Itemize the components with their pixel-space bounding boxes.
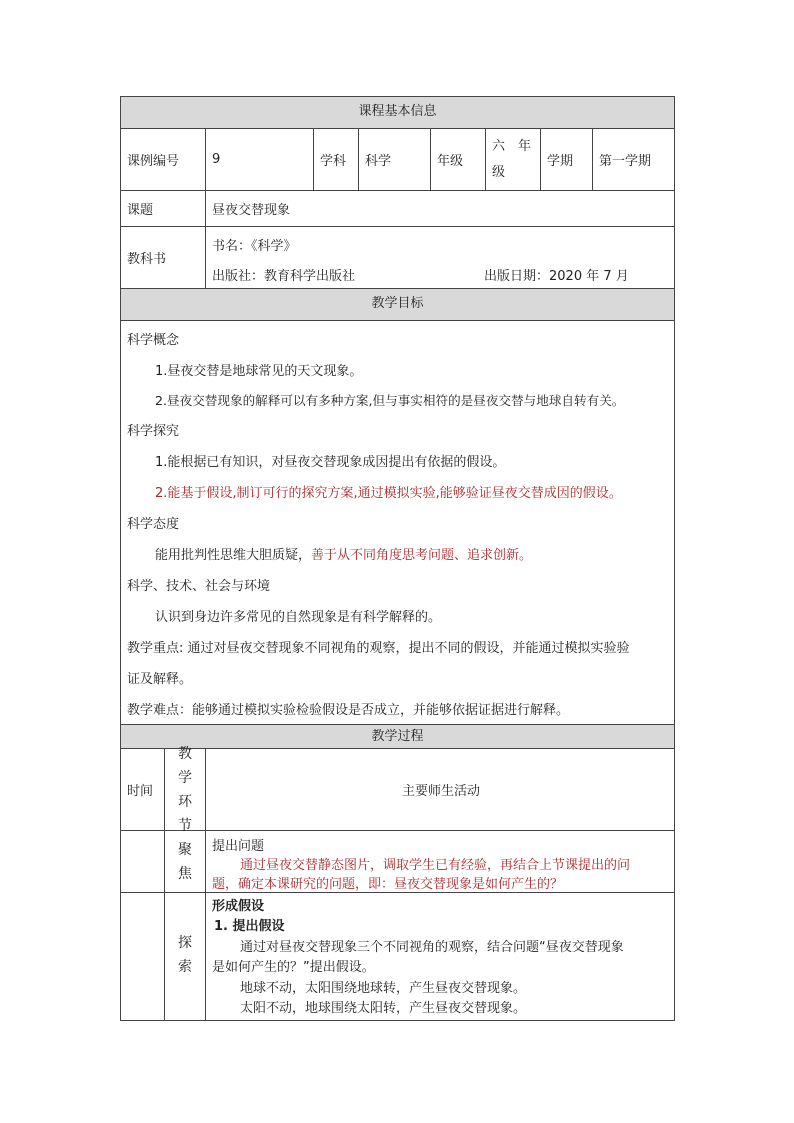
- objectives-content: [121, 321, 674, 725]
- stage1-activity: [206, 831, 676, 892]
- concept-item-1: 1.昼夜交替是地球常见的天文现象。: [155, 364, 363, 379]
- stage2-time: [121, 893, 165, 1020]
- subject-label: 学科: [314, 129, 359, 190]
- term-value: 第一学期: [599, 154, 652, 169]
- textbook-row: [121, 227, 674, 289]
- key-point-line1: 教学重点: 通过对昼夜交替现象不同视角的观察，提出不同的假设，并能通过模拟实验验: [127, 641, 630, 656]
- textbook-label: 教科书: [121, 227, 206, 288]
- attitude-item-part2: 善于从不同角度思考问题、追求创新。: [311, 548, 533, 563]
- topic-row: [121, 191, 674, 227]
- stage1-time: [121, 831, 165, 892]
- grade-value-line1: 六 年: [492, 138, 532, 154]
- attitude-item-part1: 能用批判性思维大胆质疑，: [155, 548, 312, 563]
- publisher: 出版社：教育科学出版社: [212, 269, 356, 284]
- stage1-name: [165, 831, 206, 892]
- attitude-item: [155, 544, 532, 563]
- key-point-line2: 证及解释。: [127, 672, 193, 687]
- stage2-heading: 形成假设: [212, 899, 265, 914]
- topic-value: 昼夜交替现象: [212, 203, 291, 218]
- concept-item-2: 2.昼夜交替现象的解释可以有多种方案,但与事实相符的是昼夜交替与地球自转有关。: [155, 393, 625, 408]
- stage2-line3: 地球不动，太阳围绕地球转，产生昼夜交替现象。: [240, 981, 527, 996]
- topic-label: 课题: [121, 191, 206, 226]
- inquiry-item-1: 1.能根据已有知识，对昼夜交替现象成因提出有依据的假设。: [155, 455, 506, 470]
- col-time: 时间: [121, 749, 165, 830]
- stage2-activity: [206, 893, 676, 1020]
- process-row-focus: [121, 831, 674, 893]
- section-title: 教学过程: [371, 729, 424, 744]
- stage1-name-char: 聚: [178, 841, 192, 858]
- stage1-heading: 提出问题: [212, 839, 265, 854]
- section-title: 教学目标: [371, 296, 424, 311]
- lesson-plan-table: [120, 96, 675, 1021]
- process-column-headers: [121, 745, 674, 834]
- inquiry-heading: 科学探究: [127, 424, 180, 439]
- stage2-name-char: 索: [178, 959, 192, 975]
- stage2-name-text: [178, 931, 192, 979]
- stage1-line2: 题，确定本课研究的问题，即：昼夜交替现象是如何产生的？: [212, 877, 564, 892]
- section-header-process: [121, 725, 674, 749]
- stage1-name-char: 焦: [178, 865, 192, 882]
- col-stage-char: 学: [178, 769, 192, 786]
- difficulty-point: 教学难点：能够通过模拟实验检验假设是否成立，并能够依据证据进行解释。: [127, 703, 570, 718]
- stage2-line2: 是如何产生的？”提出假设。: [212, 960, 375, 975]
- grade-label: 年级: [431, 129, 486, 190]
- term-label: 学期: [541, 129, 593, 190]
- section-header-objectives: [121, 289, 674, 321]
- concept-heading: 科学概念: [127, 333, 180, 348]
- stage2-line1: 通过对昼夜交替现象三个不同视角的观察，结合问题“昼夜交替现象: [240, 940, 624, 955]
- col-stage-text: [178, 742, 192, 838]
- stage1-line1: 通过昼夜交替静态图片，调取学生已有经验，再结合上节课提出的问: [240, 858, 631, 873]
- stse-heading: 科学、技术、社会与环境: [127, 579, 271, 594]
- col-stage: [165, 745, 206, 834]
- section-title: 课程基本信息: [358, 104, 437, 119]
- stage2-line4: 太阳不动，地球围绕太阳转，产生昼夜交替现象。: [240, 1001, 527, 1016]
- process-row-explore: [121, 893, 674, 1020]
- grade-value-line2: 级: [492, 164, 506, 180]
- grade-value: [486, 129, 541, 190]
- stage1-name-text: [178, 838, 192, 886]
- col-stage-char: 教: [178, 745, 192, 762]
- info-row: [121, 129, 674, 191]
- col-activity: 主要师生活动: [401, 784, 480, 799]
- stage2-subheading: 1. 提出假设: [214, 919, 285, 934]
- publish-date: 出版日期：2020 年 7 月: [484, 269, 629, 284]
- subject-value: 科学: [359, 129, 431, 190]
- case-no-label: 课例编号: [121, 129, 206, 190]
- book-name: 书名：《科学》: [212, 239, 297, 254]
- case-no-value: 9: [206, 129, 314, 190]
- col-stage-char: 节: [178, 817, 192, 834]
- inquiry-item-2: 2.能基于假设,制订可行的探究方案,通过模拟实验,能够验证昼夜交替成因的假设。: [155, 486, 622, 501]
- attitude-heading: 科学态度: [127, 517, 180, 532]
- textbook-details: [206, 227, 676, 288]
- section-header-basic-info: [121, 97, 674, 129]
- col-stage-char: 环: [178, 793, 192, 810]
- stse-item: 认识到身边许多常见的自然现象是有科学解释的。: [155, 610, 442, 625]
- stage2-name-char: 探: [178, 935, 192, 951]
- stage2-name: [165, 893, 206, 1020]
